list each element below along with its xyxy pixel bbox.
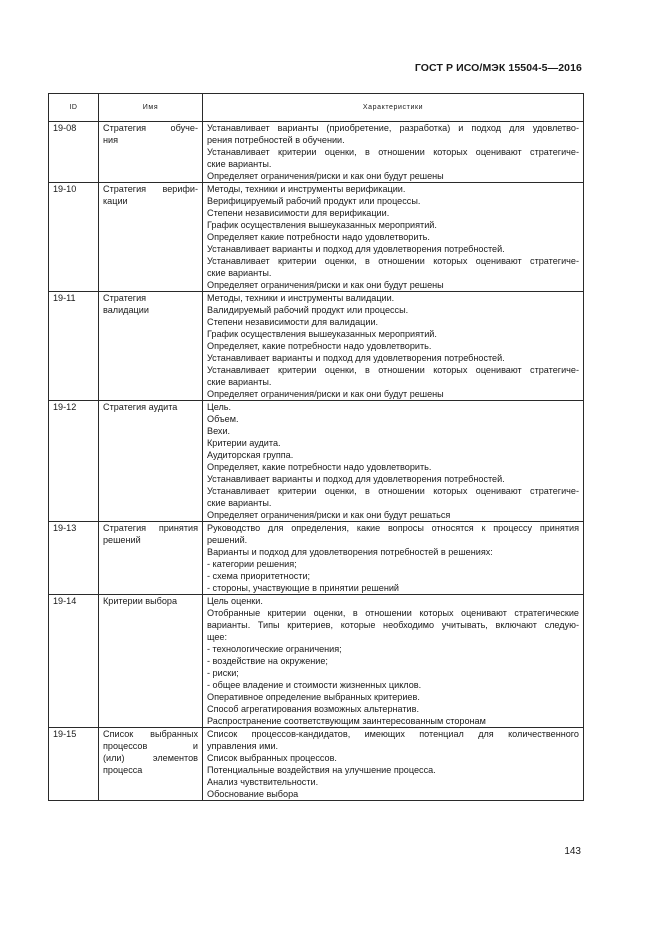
characteristic-line: Цель оценки. (207, 596, 263, 606)
characteristic-line: управления ими. (207, 741, 279, 751)
characteristic-line: Распространение соответствующим заинтересованным сторонам (207, 716, 486, 726)
characteristic-line: Верифицируемый рабочий продукт или процессы. (207, 196, 421, 206)
characteristic-line: щее: (207, 632, 228, 642)
row-name (99, 595, 203, 728)
column-header-name: Имя (99, 94, 203, 122)
row-characteristics (203, 522, 584, 595)
page-number: 143 (564, 846, 581, 857)
characteristic-line: Вехи. (207, 426, 231, 436)
characteristic-line: Руководство для определения, какие вопросы относятся к процессу принятия (207, 523, 579, 533)
table-row (49, 183, 584, 292)
characteristic-line: ские варианты. (207, 268, 272, 278)
column-header-id: ID (49, 94, 99, 122)
characteristic-line: Устанавливает критерии оценки, в отношении которых оценивают стратегиче- (207, 365, 579, 375)
row-name-line: процесса (103, 765, 143, 775)
characteristic-line: Устанавливает варианты (приобретение, разработка) и подход для удовлетво- (207, 123, 579, 133)
characteristic-line: Цель. (207, 402, 232, 412)
characteristic-line: Определяет ограничения/риски и как они будут решены (207, 171, 444, 181)
characteristic-line: Устанавливает критерии оценки, в отношении которых оценивают стратегиче- (207, 147, 579, 157)
characteristic-line: Устанавливает варианты и подход для удовлетворения потребностей. (207, 353, 505, 363)
characteristic-line: ские варианты. (207, 377, 272, 387)
row-name-line: валидации (103, 305, 149, 315)
characteristic-line: Список выбранных процессов. (207, 753, 337, 763)
table-row (49, 522, 584, 595)
row-name-line: (или) элементов (103, 753, 198, 763)
characteristic-line: - схема приоритетности; (207, 571, 311, 581)
characteristic-line: - категории решения; (207, 559, 297, 569)
characteristic-line: - технологические ограничения; (207, 644, 342, 654)
characteristic-line: Устанавливает критерии оценки, в отношении которых оценивают стратегиче- (207, 486, 579, 496)
characteristic-line: - общее владение и стоимости жизненных циклов. (207, 680, 422, 690)
characteristic-line: Определяет, какие потребности надо удовлетворить. (207, 341, 432, 351)
row-name-line: Стратегия аудита (103, 402, 178, 412)
characteristic-line: - воздействие на окружение; (207, 656, 328, 666)
characteristic-line: Устанавливает варианты и подход для удовлетворения потребностей. (207, 474, 505, 484)
characteristic-line: График осуществления вышеуказанных мероприятий. (207, 220, 437, 230)
characteristics-table (48, 93, 584, 801)
table-row (49, 122, 584, 183)
characteristic-line: Валидируемый рабочий продукт или процессы. (207, 305, 409, 315)
row-name-line: Стратегия верифи- (103, 184, 198, 194)
row-name (99, 401, 203, 522)
row-id: 19-15 (49, 728, 99, 801)
row-name-line: Стратегия (103, 293, 147, 303)
row-characteristics (203, 401, 584, 522)
row-name (99, 183, 203, 292)
document-header: ГОСТ Р ИСО/МЭК 15504-5—2016 (414, 62, 582, 74)
characteristic-line: - риски; (207, 668, 239, 678)
characteristic-line: рения потребностей в обучении. (207, 135, 345, 145)
table-header-row (49, 94, 584, 122)
characteristic-line: Определяет какие потребности надо удовлетворить. (207, 232, 430, 242)
characteristic-line: Потенциальные воздействия на улучшение процесса. (207, 765, 436, 775)
row-name (99, 122, 203, 183)
table-row (49, 728, 584, 801)
row-characteristics (203, 183, 584, 292)
characteristic-line: Устанавливает варианты и подход для удовлетворения потребностей. (207, 244, 505, 254)
characteristic-line: Список процессов-кандидатов, имеющих потенциал для количественного (207, 729, 579, 739)
characteristic-line: Объем. (207, 414, 239, 424)
characteristic-line: - стороны, участвующие в принятии решений (207, 583, 400, 593)
characteristic-line: ские варианты. (207, 159, 272, 169)
characteristic-line: решений. (207, 535, 248, 545)
row-id: 19-14 (49, 595, 99, 728)
characteristic-line: Определяет ограничения/риски и как они будут решены (207, 280, 444, 290)
row-name-line: ния (103, 135, 119, 145)
row-name (99, 522, 203, 595)
characteristic-line: Обоснование выбора (207, 789, 299, 799)
row-id: 19-11 (49, 292, 99, 401)
row-name-line: Список выбранных (103, 729, 198, 739)
table-row (49, 595, 584, 728)
characteristic-line: варианты. Типы критериев, которые необходимо учитывать, включают следую- (207, 620, 579, 630)
characteristic-line: График осуществления вышеуказанных мероприятий. (207, 329, 437, 339)
characteristic-line: Степени независимости для верификации. (207, 208, 390, 218)
row-id: 19-08 (49, 122, 99, 183)
characteristic-line: Степени независимости для валидации. (207, 317, 379, 327)
characteristic-line: Аудиторская группа. (207, 450, 294, 460)
characteristic-line: Отобранные критерии оценки, в отношении которых оценивают стратегические (207, 608, 579, 618)
row-characteristics (203, 122, 584, 183)
row-id: 19-10 (49, 183, 99, 292)
row-name-line: Стратегия обуче- (103, 123, 198, 133)
table-row (49, 401, 584, 522)
row-name-line: процессов и (103, 741, 198, 751)
row-characteristics (203, 292, 584, 401)
row-id: 19-12 (49, 401, 99, 522)
characteristic-line: Методы, техники и инструменты валидации. (207, 293, 395, 303)
characteristic-line: Способ агрегатирования возможных альтернатив. (207, 704, 419, 714)
row-name-line: Стратегия принятия (103, 523, 198, 533)
characteristic-line: Анализ чувствительности. (207, 777, 319, 787)
table-row (49, 292, 584, 401)
characteristic-line: Определяет ограничения/риски и как они будут решаться (207, 510, 451, 520)
characteristic-line: Определяет, какие потребности надо удовлетворить. (207, 462, 432, 472)
characteristic-line: Определяет ограничения/риски и как они будут решены (207, 389, 444, 399)
characteristic-line: Оперативное определение выбранных критериев. (207, 692, 420, 702)
characteristic-line: Устанавливает критерии оценки, в отношении которых оценивают стратегиче- (207, 256, 579, 266)
characteristic-line: Методы, техники и инструменты верификации. (207, 184, 406, 194)
row-name-line: Критерии выбора (103, 596, 178, 606)
row-name-line: решений (103, 535, 141, 545)
column-header-characteristics: Характеристики (203, 94, 584, 122)
row-name (99, 292, 203, 401)
row-characteristics (203, 595, 584, 728)
row-characteristics (203, 728, 584, 801)
row-name-line: кации (103, 196, 128, 206)
characteristic-line: ские варианты. (207, 498, 272, 508)
characteristic-line: Варианты и подход для удовлетворения потребностей в решениях: (207, 547, 493, 557)
row-id: 19-13 (49, 522, 99, 595)
characteristic-line: Критерии аудита. (207, 438, 281, 448)
row-name (99, 728, 203, 801)
